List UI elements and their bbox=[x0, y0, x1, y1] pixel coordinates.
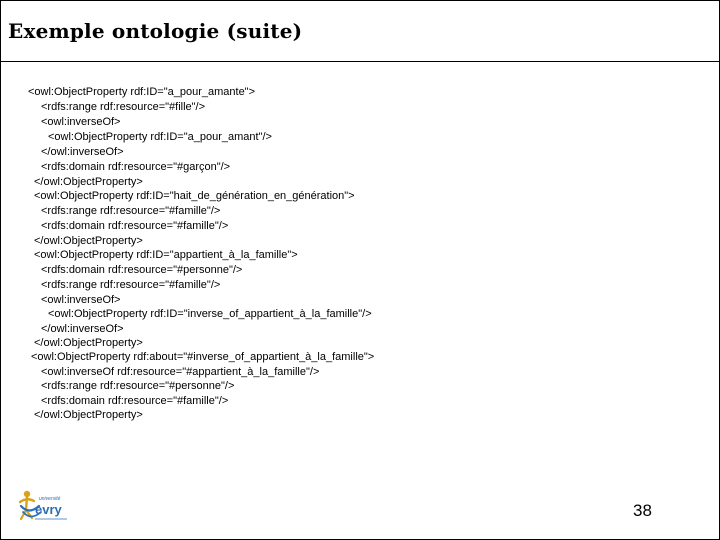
logo-icon bbox=[17, 488, 77, 524]
code-line: </owl:inverseOf> bbox=[41, 323, 124, 335]
code-line: <owl:ObjectProperty rdf:ID="hait_de_génération_en_génération"> bbox=[34, 190, 355, 202]
code-line: <owl:ObjectProperty rdf:ID="appartient_à_la_famille"> bbox=[34, 249, 298, 261]
svg-text:université: université bbox=[39, 496, 61, 502]
code-line: <owl:ObjectProperty rdf:ID="a_pour_amante"> bbox=[28, 86, 256, 98]
code-line: <rdfs:domain rdf:resource="#famille"/> bbox=[41, 220, 229, 232]
code-line: </owl:inverseOf> bbox=[41, 146, 124, 158]
code-line: <rdfs:domain rdf:resource="#famille"/> bbox=[41, 395, 229, 407]
code-line: <owl:inverseOf rdf:resource="#appartient_à_la_famille"/> bbox=[41, 366, 320, 378]
code-line: <owl:inverseOf> bbox=[41, 116, 121, 128]
code-line: <rdfs:range rdf:resource="#famille"/> bbox=[41, 279, 221, 291]
title-bar bbox=[1, 1, 719, 62]
code-line: <rdfs:range rdf:resource="#famille"/> bbox=[41, 205, 221, 217]
code-line: <rdfs:domain rdf:resource="#garçon"/> bbox=[41, 161, 231, 173]
code-line: <owl:inverseOf> bbox=[41, 294, 121, 306]
code-line: <rdfs:domain rdf:resource="#personne"/> bbox=[41, 264, 243, 276]
code-line: </owl:ObjectProperty> bbox=[34, 337, 143, 349]
code-line: <rdfs:range rdf:resource="#fille"/> bbox=[41, 101, 206, 113]
university-logo bbox=[17, 488, 77, 524]
page-number: 38 bbox=[633, 501, 652, 520]
code-line: <owl:ObjectProperty rdf:ID="a_pour_amant"/> bbox=[48, 131, 272, 143]
slide-title: Exemple ontologie (suite) bbox=[8, 19, 303, 43]
code-line: <owl:ObjectProperty rdf:about="#inverse_of_appartient_à_la_famille"> bbox=[31, 351, 375, 363]
code-line: <owl:ObjectProperty rdf:ID="inverse_of_appartient_à_la_famille"/> bbox=[48, 308, 372, 320]
code-line: </owl:ObjectProperty> bbox=[34, 409, 143, 421]
svg-text:evry: evry bbox=[35, 502, 62, 517]
code-line: </owl:ObjectProperty> bbox=[34, 235, 143, 247]
code-line: </owl:ObjectProperty> bbox=[34, 176, 143, 188]
code-line: <rdfs:range rdf:resource="#personne"/> bbox=[41, 380, 235, 392]
